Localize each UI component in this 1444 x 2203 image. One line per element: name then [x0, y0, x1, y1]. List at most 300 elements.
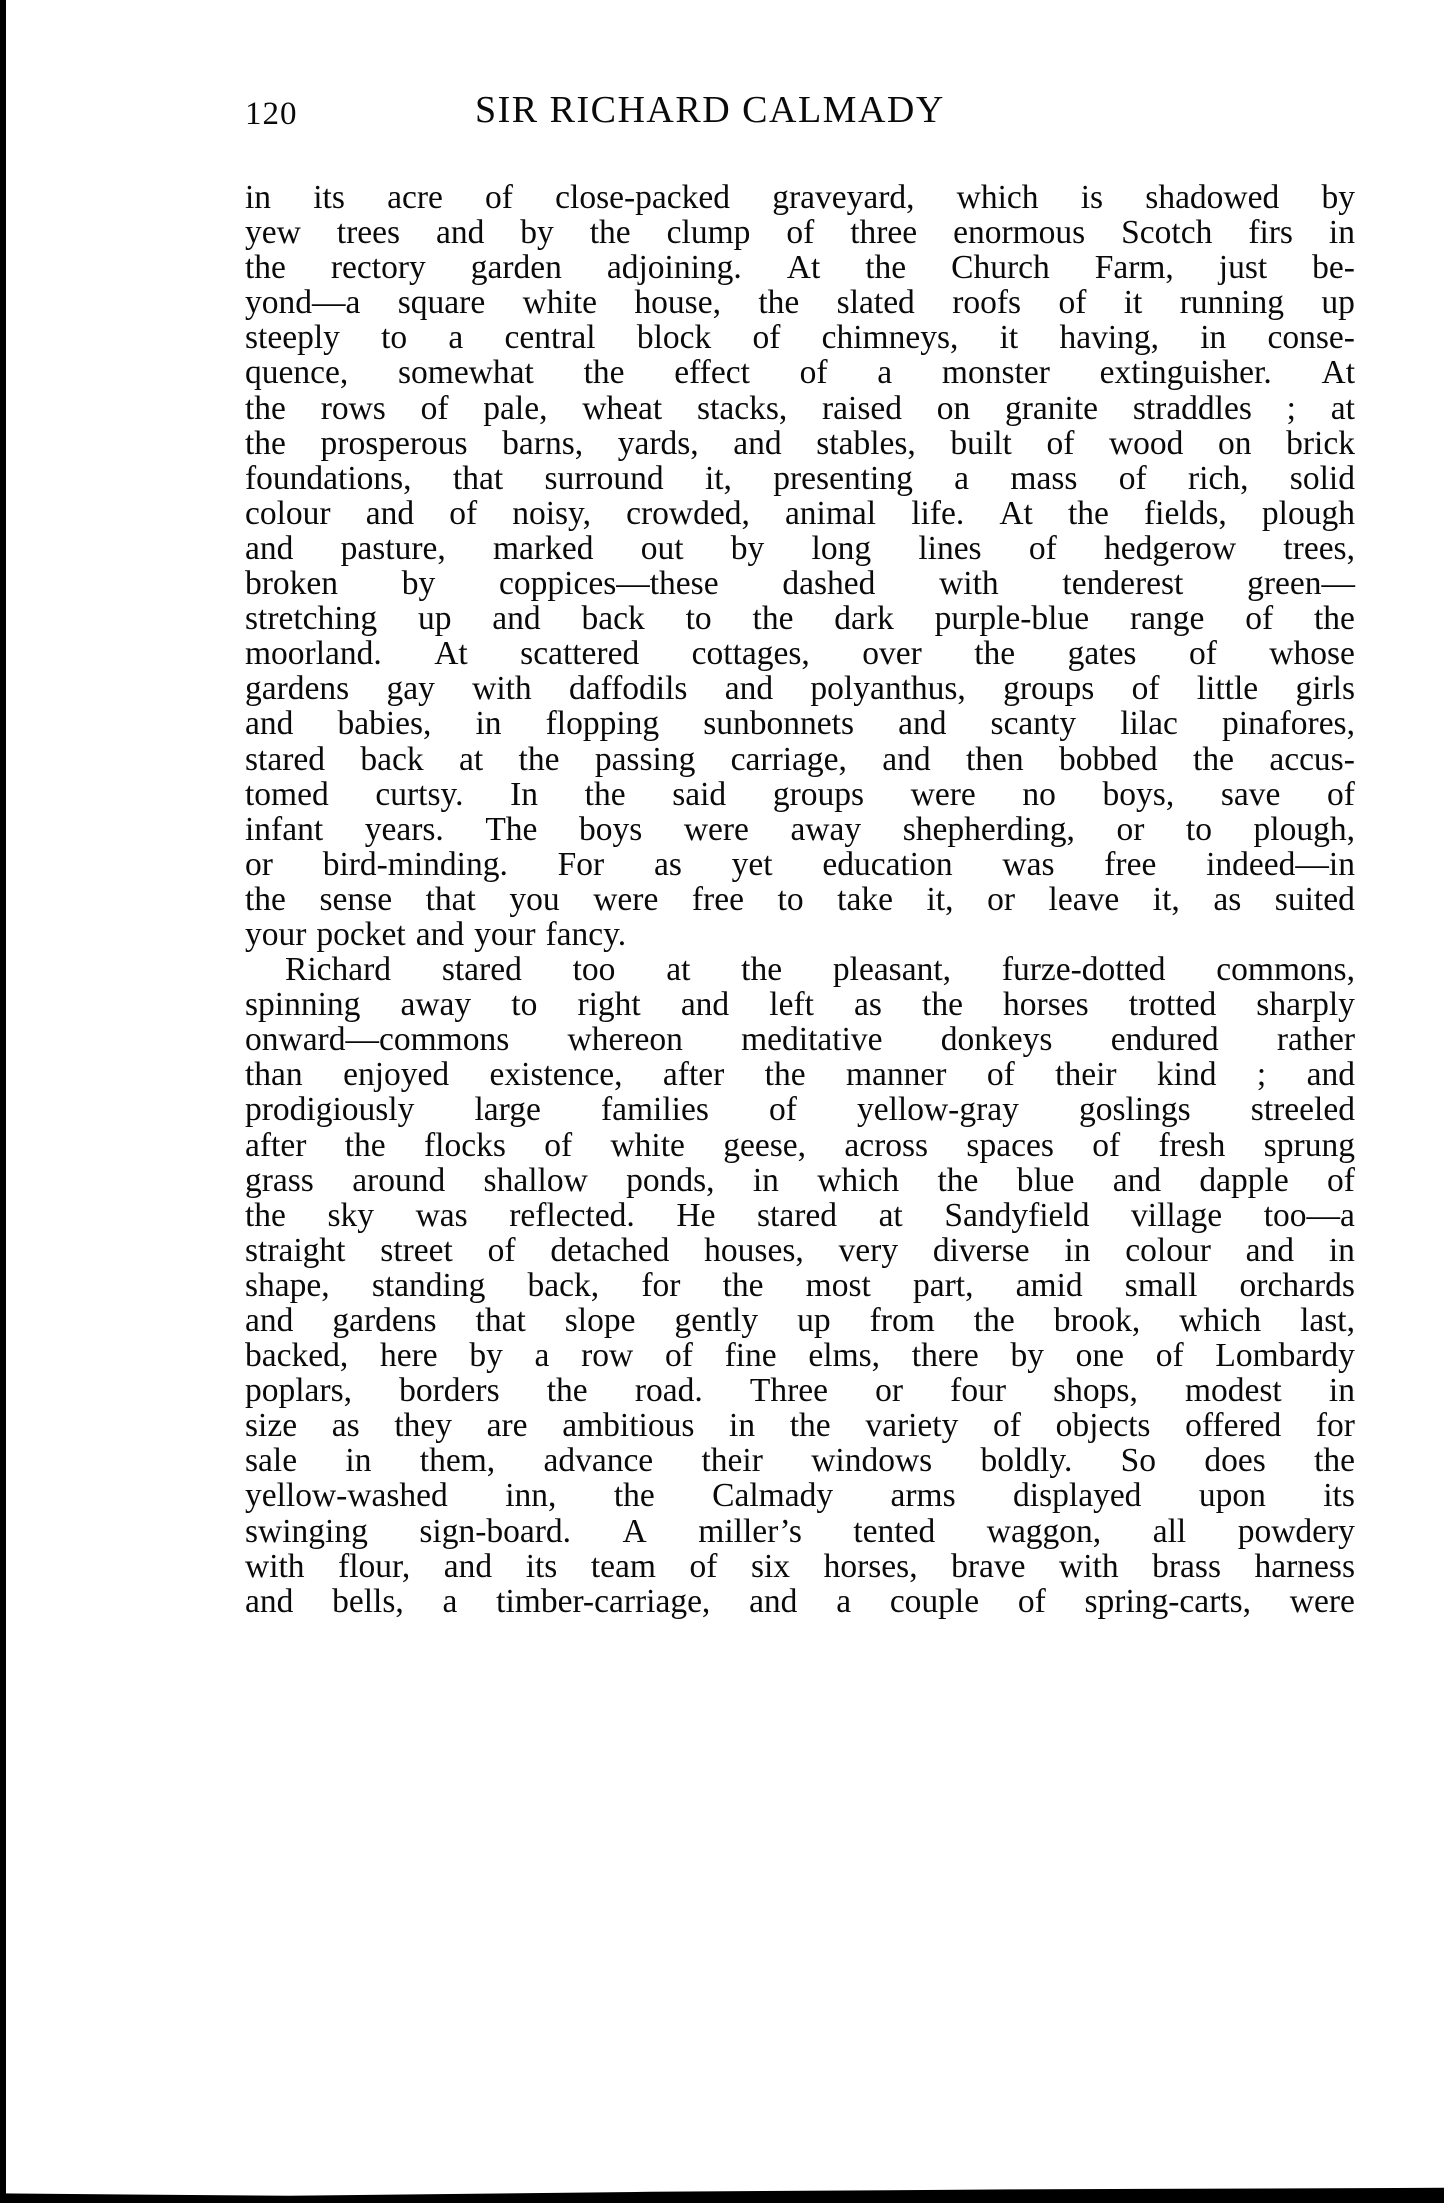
word: their [1055, 1056, 1117, 1094]
word: the [722, 1266, 764, 1304]
text-line [245, 496, 1355, 531]
word: free [1104, 845, 1157, 883]
word: chimneys, [821, 319, 959, 357]
word: indeed—in [1206, 845, 1355, 883]
word: brook, [1053, 1302, 1141, 1339]
word: the [589, 214, 631, 252]
word: and [365, 494, 415, 532]
word: to [381, 319, 408, 357]
word: square [397, 284, 486, 322]
word: stared [757, 1196, 837, 1234]
text-line [245, 566, 1355, 601]
word: brave [951, 1547, 1026, 1585]
word: tented [853, 1512, 936, 1550]
word: it [999, 319, 1019, 357]
word: were [593, 880, 659, 918]
text-line [245, 1268, 1355, 1303]
word: bobbed [1059, 740, 1158, 778]
text-line [245, 215, 1355, 250]
word: does [1204, 1442, 1266, 1480]
word: it, [1152, 880, 1180, 918]
word: its [313, 179, 345, 216]
word: them, [419, 1442, 496, 1480]
word: the [789, 1407, 831, 1445]
word: yellow-washed [245, 1477, 448, 1515]
word: wood [1108, 424, 1184, 462]
word: existence, [489, 1056, 623, 1094]
word: blue [1016, 1161, 1075, 1199]
word: waggon, [986, 1512, 1102, 1550]
word: the [741, 951, 783, 989]
word: displayed [1013, 1477, 1142, 1515]
word: here [379, 1337, 438, 1375]
word: mass [1010, 459, 1078, 497]
word: in [475, 705, 502, 743]
word: adjoining. [606, 249, 742, 287]
word: or [1116, 810, 1145, 848]
text-line [245, 1408, 1355, 1443]
word: team [590, 1547, 656, 1585]
word: shepherding, [902, 810, 1075, 848]
word: of [664, 1337, 693, 1375]
word: infant [245, 810, 324, 848]
word: built [950, 424, 1012, 462]
word: to [511, 986, 538, 1024]
word: the [1067, 494, 1109, 532]
word: slated [836, 284, 915, 322]
word: and [435, 214, 485, 252]
word: the [1314, 1442, 1355, 1480]
text-line [245, 1163, 1355, 1198]
word: Church [951, 249, 1050, 287]
word: over [862, 635, 922, 673]
word: having, [1059, 319, 1160, 357]
word: away [400, 986, 472, 1024]
word: Calmady [712, 1477, 834, 1515]
word: sunbonnets [703, 705, 854, 743]
word: borders [399, 1372, 500, 1410]
word: prodigiously [245, 1091, 415, 1129]
text-line [245, 1584, 1355, 1619]
word: suited [1274, 880, 1355, 918]
word: than [245, 1056, 303, 1094]
word: in [1064, 1231, 1091, 1269]
word: the [613, 1477, 655, 1515]
word: in [245, 179, 272, 216]
word: and [245, 705, 294, 743]
word: boldly. [980, 1442, 1073, 1480]
word: which [1179, 1302, 1262, 1339]
text-line [245, 952, 1355, 987]
word: sharply [1256, 986, 1355, 1024]
word: a [442, 1582, 458, 1620]
word: the [865, 249, 907, 287]
word: trotted [1128, 986, 1217, 1024]
word: dark [834, 600, 894, 638]
word: He [676, 1196, 716, 1234]
word: boys, [1102, 775, 1175, 813]
text-line [245, 847, 1355, 882]
text-line [245, 285, 1355, 320]
word: just [1218, 249, 1268, 287]
word: the [518, 740, 560, 778]
word: acre [387, 179, 443, 216]
text-line [245, 1092, 1355, 1127]
text-line [245, 1478, 1355, 1513]
word: presenting [773, 459, 913, 497]
word: which [956, 179, 1039, 216]
word: and [245, 529, 294, 567]
word: streeled [1250, 1091, 1355, 1129]
word: one [1075, 1337, 1125, 1375]
word: fine [724, 1337, 777, 1375]
word: yellow-gray [857, 1091, 1019, 1129]
word: years. [364, 810, 444, 848]
text-line [245, 917, 1355, 952]
word: three [850, 214, 918, 252]
word: shops, [1053, 1372, 1138, 1410]
word: tomed [245, 775, 329, 813]
word: the [1313, 600, 1355, 638]
scan-edge-bottom [0, 2187, 1444, 2203]
word: its [1323, 1477, 1355, 1515]
word: dapple [1199, 1161, 1289, 1199]
word: effect [674, 354, 750, 392]
word: stacks, [696, 389, 788, 427]
word: its [525, 1547, 558, 1585]
word: the [245, 389, 286, 427]
word: gardens [245, 670, 350, 708]
word: sale [245, 1442, 298, 1480]
word: steeply [245, 319, 340, 357]
word: the [344, 1126, 386, 1164]
word: or [987, 880, 1015, 918]
word: street [380, 1231, 453, 1269]
word: enjoyed [343, 1056, 450, 1094]
text-line [245, 1549, 1355, 1584]
word: detached [550, 1231, 670, 1269]
word: a [534, 1337, 550, 1375]
word: Sandyfield [944, 1196, 1090, 1234]
word: spinning [245, 986, 361, 1024]
word: hedgerow [1104, 529, 1237, 567]
word: horses [1003, 986, 1089, 1024]
word: large [474, 1091, 541, 1129]
text-line [245, 1128, 1355, 1163]
word: of [986, 1056, 1015, 1094]
word: were [1289, 1582, 1355, 1620]
word: at [666, 951, 691, 989]
body-text [245, 180, 1355, 1619]
word: reflected. [509, 1196, 635, 1234]
word: straddles [1132, 389, 1252, 427]
word: grass [245, 1161, 314, 1199]
word: scanty [990, 705, 1077, 743]
text-line [245, 1514, 1355, 1549]
word: at [1330, 389, 1355, 427]
word: free [691, 880, 744, 918]
word: out [640, 529, 684, 567]
text-line [245, 355, 1355, 390]
word: of [487, 1231, 516, 1269]
word: At [434, 635, 468, 673]
word: trees [336, 214, 401, 252]
word: flocks [423, 1126, 506, 1164]
word: stared [441, 951, 522, 989]
word: yet [731, 845, 773, 883]
word: goslings [1078, 1091, 1191, 1129]
text-line [245, 812, 1355, 847]
word: with [1059, 1547, 1119, 1585]
word: solid [1289, 459, 1355, 497]
word: six [750, 1547, 791, 1585]
text-line [245, 601, 1355, 636]
word: to [685, 600, 712, 638]
word: of [752, 319, 781, 357]
word: green— [1247, 565, 1355, 603]
word: they [394, 1407, 452, 1445]
word: granite [1005, 389, 1099, 427]
word: groups [1003, 670, 1095, 708]
word: brick [1286, 424, 1355, 462]
word: bird-minding. [322, 845, 508, 883]
word: you [509, 880, 560, 918]
word: couple [889, 1582, 980, 1620]
word: the [583, 354, 625, 392]
word: of [1131, 670, 1160, 708]
running-title: SIR RICHARD CALMADY [475, 89, 945, 131]
word: donkeys [940, 1021, 1053, 1059]
word: pale, [483, 389, 548, 427]
word: gates [1067, 635, 1137, 673]
word: size [245, 1407, 298, 1445]
word: of [1118, 459, 1147, 497]
word: take [837, 880, 893, 918]
word: pocket [316, 915, 406, 953]
word: by [730, 529, 765, 567]
word: the [974, 635, 1016, 673]
word: trees, [1283, 529, 1355, 567]
word: of [1155, 1337, 1184, 1375]
text-line [245, 882, 1355, 917]
word: conse- [1267, 319, 1355, 357]
word: the [1193, 740, 1234, 778]
word: village [1131, 1196, 1223, 1234]
word: left [769, 986, 814, 1024]
word: harness [1254, 1547, 1355, 1585]
word: plough, [1253, 810, 1355, 848]
word: your [474, 915, 536, 953]
word: small [1124, 1266, 1198, 1304]
word: by [1321, 179, 1355, 216]
word: all [1152, 1512, 1187, 1550]
word: offered [1185, 1407, 1282, 1445]
word: commons, [1216, 951, 1355, 989]
word: the [546, 1372, 588, 1410]
word: For [557, 845, 605, 883]
word: the [245, 1196, 286, 1234]
word: ; [1286, 389, 1296, 427]
word: too [572, 951, 616, 989]
word: then [966, 740, 1024, 778]
word: white [610, 1126, 685, 1164]
word: away [790, 810, 862, 848]
word: timber-carriage, [496, 1582, 711, 1620]
word: up [1321, 284, 1355, 322]
word: modest [1184, 1372, 1282, 1410]
word: horses, [823, 1547, 918, 1585]
text-line [245, 636, 1355, 671]
word: amid [1015, 1266, 1083, 1304]
text-line [245, 706, 1355, 741]
word: said [672, 775, 727, 813]
text-line [245, 671, 1355, 706]
word: is [1080, 179, 1104, 216]
word: noisy, [512, 494, 591, 532]
word: and [898, 705, 947, 743]
text-line [245, 1057, 1355, 1092]
word: colour [1125, 1231, 1211, 1269]
word: shadowed [1145, 179, 1280, 216]
word: slope [564, 1302, 636, 1339]
word: by [1010, 1337, 1044, 1375]
word: in [345, 1442, 372, 1480]
word: powdery [1237, 1512, 1355, 1550]
word: their [701, 1442, 763, 1480]
word: kind [1156, 1056, 1217, 1094]
word: that [452, 459, 504, 497]
word: fresh [1158, 1126, 1226, 1164]
word: which [817, 1161, 900, 1199]
word: of [1028, 529, 1057, 567]
word: In [510, 775, 538, 813]
word: and [680, 986, 730, 1024]
word: on [936, 389, 971, 427]
word: daffodils [568, 670, 688, 708]
word: and [724, 670, 774, 708]
word: families [600, 1091, 709, 1129]
word: after [245, 1126, 307, 1164]
word: the [245, 249, 286, 287]
word: sense [319, 880, 393, 918]
word: it [1123, 284, 1143, 322]
word: and [415, 915, 465, 953]
word: endured [1110, 1021, 1219, 1059]
word: barns, [502, 424, 584, 462]
word: miller’s [698, 1512, 802, 1550]
word: by [520, 214, 554, 252]
word: by [401, 565, 436, 603]
word: yond—a [245, 284, 361, 322]
word: the [245, 424, 286, 462]
word: somewhat [397, 354, 534, 392]
word: sign-board. [419, 1512, 572, 1550]
word: little [1196, 670, 1259, 708]
word: right [577, 986, 641, 1024]
word: block [636, 319, 712, 357]
word: with [939, 565, 999, 603]
word: meditative [741, 1021, 883, 1059]
word: Scotch [1121, 214, 1213, 252]
word: cottages, [691, 635, 810, 673]
word: of [1092, 1126, 1121, 1164]
word: roofs [952, 284, 1022, 322]
word: spaces [966, 1126, 1054, 1164]
word: it, [704, 459, 732, 497]
word: yards, [617, 424, 699, 462]
word: no [1022, 775, 1056, 813]
word: bells, [332, 1582, 404, 1620]
word: life. [911, 494, 965, 532]
word: shape, [245, 1266, 330, 1304]
word: houses, [704, 1231, 804, 1269]
word: with [472, 670, 532, 708]
word: lines [918, 529, 982, 567]
word: wheat [582, 389, 663, 427]
word: of [544, 1126, 573, 1164]
word: the [758, 284, 800, 322]
word: fancy. [545, 915, 627, 953]
word: at [878, 1196, 903, 1234]
word: marked [493, 529, 594, 567]
word: pleasant, [832, 951, 952, 989]
word: quence, [245, 354, 349, 392]
word: from [869, 1302, 935, 1339]
word: and [245, 1302, 294, 1339]
text-line [245, 391, 1355, 426]
word: central [504, 319, 596, 357]
word: the [584, 775, 626, 813]
text-line [245, 531, 1355, 566]
word: and [443, 1547, 493, 1585]
word: or [245, 845, 273, 883]
word: the [937, 1161, 979, 1199]
word: raised [822, 389, 902, 427]
word: advance [543, 1442, 654, 1480]
word: rectory [330, 249, 426, 287]
word: the [973, 1302, 1015, 1339]
word: backed, [245, 1337, 349, 1375]
word: poplars, [245, 1372, 352, 1410]
word: with [245, 1547, 305, 1585]
word: up [797, 1302, 831, 1339]
word: of [1245, 600, 1274, 638]
word: of [689, 1547, 718, 1585]
word: whereon [567, 1021, 683, 1059]
word: was [1002, 845, 1055, 883]
word: So [1120, 1442, 1157, 1480]
word: in [752, 1161, 779, 1199]
word: of [1058, 284, 1087, 322]
word: by [469, 1337, 503, 1375]
word: are [486, 1407, 528, 1445]
word: spring-carts, [1084, 1582, 1252, 1620]
text-line [245, 320, 1355, 355]
text-line [245, 777, 1355, 812]
word: scattered [520, 635, 640, 673]
word: white [522, 284, 598, 322]
page-number: 120 [245, 96, 298, 132]
word: back [360, 740, 424, 778]
word: and [245, 1582, 294, 1620]
word: and [749, 1582, 798, 1620]
word: as [854, 986, 882, 1024]
word: was [415, 1196, 468, 1234]
word: of [1188, 635, 1217, 673]
word: and [492, 600, 541, 638]
running-header [245, 88, 1355, 138]
word: as [331, 1407, 360, 1445]
